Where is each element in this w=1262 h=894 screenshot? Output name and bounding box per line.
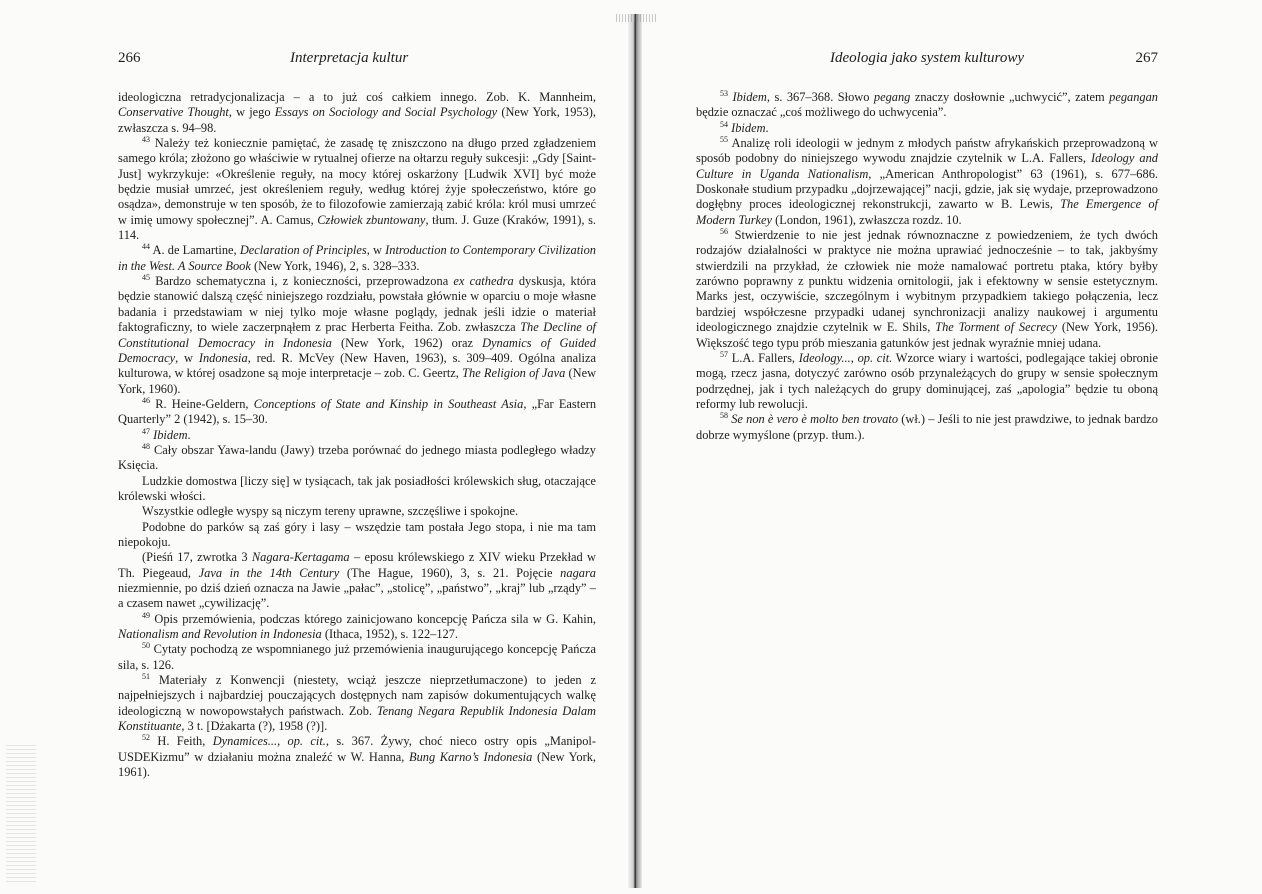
page-header (118, 50, 596, 70)
footnote-paragraph: $^{56}$ Stwierdzenie to nie jest jednak równoznaczne z powiedzeniem, że tych dwóch rodzajów działalności w praktyce nie można uprawiać jednocześnie – to tak, jakbyśmy stwierdzili na przykład, że człowiek nie może namalować portretu ptaka, który byłby zarówno poprawny z punktu widzenia ornitologii, jak i efektowny w sensie estetycznym. Marks jest, oczywiście, szczególnym i wybitnym przypadkiem takiego połączenia, lecz bardziej współczesne przypadki udanej synchronizacji analizy naukowej i argumentu ideologicznego znajdzie czytelnik w E. Shils, The Torment of Secrecy (New York, 1956). Większość tego typu prób mieszania gatunków jest jednak wyraźnie mniej udana. (696, 227, 1158, 350)
footnote-paragraph: $^{45}$ Bardzo schematyczna i, z konieczności, przeprowadzona ex cathedra dyskusja, która będzie stanowić dalszą część niniejszego rozdziału, powstała głównie w oparciu o moje własne badania i przedstawiam w niej tylko moje własne poglądy, jednak jeśli idzie o materiał faktograficzny, to wiele zaczerpnąłem z prac Herberta Feitha. Zob. zwłaszcza The Decline of Constitutional Democracy in Indonesia (New York, 1962) oraz Dynamics of Guided Democracy, w Indonesia, red. R. McVey (New Haven, 1963), s. 309–409. Ogólna analiza kulturowa, w której osadzone są moje interpretacje – zob. C. Geertz, The Religion of Java (New York, 1960). (118, 273, 597, 396)
footnote-paragraph: Podobne do parków są zaś góry i lasy – wszędzie tam postała Jego stopa, i nie ma tam niepokoju. (118, 519, 596, 549)
running-title: Interpretacja kultur (290, 50, 409, 66)
footnote-paragraph: $^{58}$ Se non è vero è molto ben trovato (wł.) – Jeśli to nie jest prawdziwe, to jednak bardzo dobrze wymyślone (przyp. tłum.). (696, 411, 1158, 442)
footnote-paragraph: $^{57}$ L.A. Fallers, Ideology..., op. cit. Wzorce wiary i wartości, podlegające takiej obronie mogą, rzecz jasna, dotyczyć zarówno osób przynależących do grupy w sensie społecznym podrzędnej, jak i tych należących do grupy dominującej, zaś „apologia” będzie tu oboną reformy lub rewolucji. (696, 349, 1158, 411)
footnote-paragraph: $^{43}$ Należy też koniecznie pamiętać, że zasadę tę zniszczono na długo przed zgładzeniem samego króla; złożono go właściwie w rytualnej ofierze na ołtarzu reguły sukcesji: „Gdy [Saint-Just] wykrzykuje: «Określenie reguły, na mocy której oskarżony [Ludwik XVI] być może będzie musiał umrzeć, jest określeniem reguły, według której żyje społeczeństwo, które go osądza», demonstruje w ten sposób, że to filozofowie zamierzają zabić króla: król musi umrzeć w imię umowy społecznej”. A. Camus, Człowiek zbuntowany, tłum. J. Guze (Kraków, 1991), s. 114. (118, 135, 596, 243)
footnote-paragraph: $^{50}$ Cytaty pochodzą ze wspomnianego już przemówienia inaugurującego koncepcję Pańcza sila, s. 126. (118, 641, 596, 672)
footnote-paragraph: $^{44}$ A. de Lamartine, Declaration of Principles, w Introduction to Contemporary Civilization in the West. A Source Book (New York, 1946), 2, s. 328–333. (118, 242, 596, 273)
footnote-paragraph: Ludzkie domostwa [liczy się] w tysiącach, tak jak posiadłości królewskich sług, otaczające królewski włości. (118, 473, 596, 503)
footnote-paragraph: $^{54}$ Ibidem. (720, 119, 769, 135)
footnote-paragraph: $^{53}$ Ibidem, s. 367–368. Słowo pegang znaczy dosłownie „uchwycić”, zatem pegangan będzie oznaczać „coś możliwego do uchwycenia”. (696, 89, 1158, 120)
scan-artifact (616, 14, 656, 22)
page-number: 267 (1135, 50, 1158, 66)
footnote-paragraph: $^{47}$ Ibidem. (142, 426, 191, 442)
footnote-paragraph: $^{48}$ Cały obszar Yawa-landu (Jawy) trzeba porównać do jednego miasta podległego władzy Księcia. (118, 441, 596, 473)
footnote-paragraph: $^{49}$ Opis przemówienia, podczas którego zainicjowano koncepcję Pańcza sila w G. Kahin, Nationalism and Revolution in Indonesia (Ithaca, 1952), s. 122–127. (118, 610, 596, 642)
footnote-paragraph: ideologiczna retradycjonalizacja – a to już coś całkiem innego. Zob. K. Mannheim, Conservative Thought, w jego Essays on Sociology and Social Psychology (New York, 1953), zwłaszcza s. 94–98. (118, 90, 597, 135)
page-number: 266 (118, 50, 141, 66)
footnote-paragraph: $^{52}$ H. Feith, Dynamices..., op. cit., s. 367. Żywy, choć nieco ostry opis „Manipol-USDEKizmu” w działaniu można znaleźć w W. Hanna, Bung Karno’s Indonesia (New York, 1961). (118, 733, 596, 780)
book-gutter (628, 14, 642, 888)
scan-edge-artifact (6, 745, 36, 885)
footnote-paragraph: Wszystkie odległe wyspy są niczym tereny uprawne, szczęśliwe i spokojne. (142, 504, 519, 519)
footnotes-body (696, 90, 1158, 443)
page-header (696, 50, 1158, 70)
footnote-paragraph: $^{51}$ Materiały z Konwencji (niestety, wciąż jeszcze nieprzetłumaczone) to jeden z najpełniejszych i najbardziej pouczających dostępnych nam zapisów dokumentujących walkę ideologiczną w nowopowstałych państwach. Zob. Tenang Negara Republik Indonesia Dalam Konstituante, 3 t. [Dżakarta (?), 1958 (?)]. (118, 672, 596, 734)
footnote-paragraph: $^{46}$ R. Heine-Geldern, Conceptions of State and Kinship in Southeast Asia, „Far Eastern Quarterly” 2 (1942), s. 15–30. (118, 395, 597, 427)
footnotes-body (118, 90, 596, 780)
footnote-paragraph: (Pieśń 17, zwrotka 3 Nagara-Kertagama – eposu królewskiego z XIV wieku Przekład w Th. Piegeaud, Java in the 14th Century (The Hague, 1960), 3, s. 21. Pojęcie nagara niezmiennie, po dziś dzień oznacza na Jawie „pałac”, „stolicę”, „państwo”, „kraj” lub „rządy” – a czasem nawet „cywilizację”. (118, 550, 596, 611)
running-title: Ideologia jako system kulturowy (830, 50, 1024, 66)
footnote-paragraph: $^{55}$ Analizę roli ideologii w jednym z młodych państw afrykańskich przeprowadzoną w sposób podobny do niniejszego wywodu znajdzie czytelnik w L.A. Fallers, Ideology and Culture in Uganda Nationalism, „American Anthropologist” 63 (1961), s. 677–686. Doskonałe studium przypadku „dojrzewającej” nacji, gdzie, jak się wydaje, przeprowadzono dogłębny proces ideologicznej rekonstrukcji, zawarto w B. Lewis, The Emergence of Modern Turkey (London, 1961), zwłaszcza rozdz. 10. (696, 135, 1159, 227)
